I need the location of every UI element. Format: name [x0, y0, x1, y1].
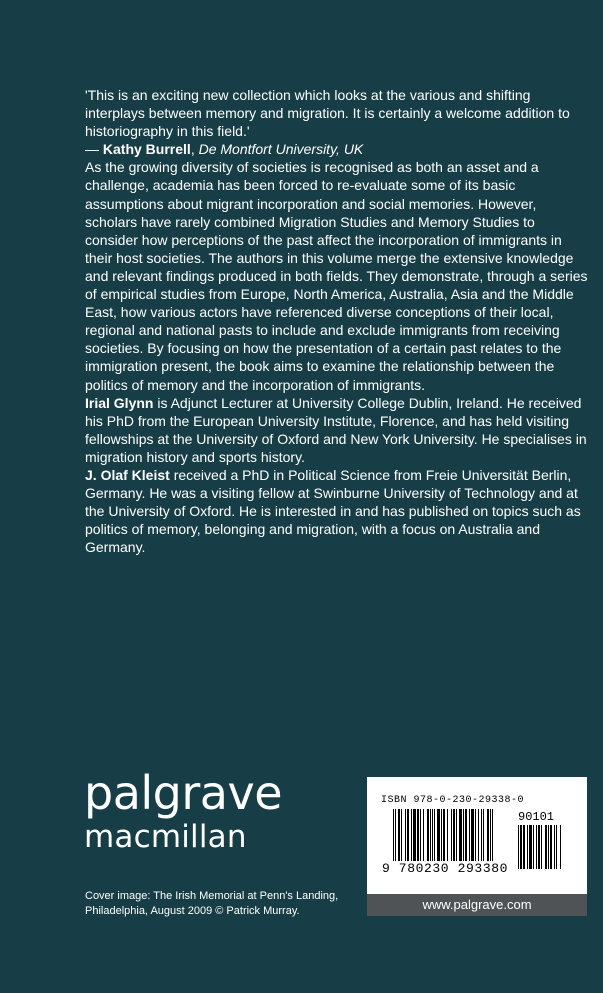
quote-text: 'This is an exciting new collection which looks at the various and shifting interplays between memory and migration. It is certainly a welcome addition to historiography in this field.' [85, 87, 570, 140]
book-description: As the growing diversity of societies is recognised as both an asset and a challenge, academia has been forced to re-evaluate some of its basic assumptions about migrant incorporation and social memories. However, scholars have rarely combined Migration Studies and Memory Studies to consider how perceptions of the past affect the incorporation of immigrants in their host societies. The authors in this volume merge the extensive knowledge and relevant findings produced in both fields. They demonstrate, through a series of empirical studies from Europe, North America, Australia, Asia and the Middle East, how various actors have referenced diverse conceptions of their local, regional and national pasts to include and exclude immigrants from receiving societies. By focusing on how the presentation of a certain past relates to the immigration present, the book aims to examine the relationship between the politics of memory and the incorporation of immigrants. [85, 159, 588, 393]
author-bio-2 [85, 466, 590, 556]
price-code: 90101 [518, 810, 555, 824]
barcode-bars [393, 809, 517, 861]
author-name: J. Olaf Kleist [85, 466, 170, 483]
logo-macmillan: macmillan [84, 819, 247, 855]
quote-author: Kathy Burrell [102, 141, 191, 158]
author-bio-1 [85, 394, 590, 466]
isbn-barcode [367, 777, 587, 894]
publisher-logo [84, 768, 282, 856]
author-name: Irial Glynn [85, 394, 154, 411]
publisher-website[interactable]: www.palgrave.com [367, 894, 587, 916]
addon-barcode-bars [518, 825, 570, 869]
quote-attribution [85, 140, 590, 158]
attribution-dash: — [85, 141, 103, 158]
isbn-label: ISBN 978-0-230-29338-0 [381, 795, 525, 806]
barcode-digits: 9 780230 293380 [382, 861, 509, 876]
quote-affiliation: De Montfort University, UK [198, 141, 364, 158]
back-cover-text [85, 86, 590, 556]
attribution-separator: , [190, 141, 199, 158]
cover-image-credit: Cover image: The Irish Memorial at Penn's Landing, Philadelphia, August 2009 © Patrick Murray. [85, 890, 339, 917]
logo-palgrave: palgrave [84, 766, 282, 820]
author-bio-text: is Adjunct Lecturer at University College Dublin, Ireland. He received his PhD from the European University Institute, Florence, and has held visiting fellowships at the University of Oxford and New York University. He specialises in migration history and sports history. [85, 394, 587, 465]
author-bio-text: received a PhD in Political Science from Freie Universität Berlin, Germany. He was a visiting fellow at Swinburne University of Technology and at the University of Oxford. He is interested in and has published on topics such as politics of memory, belonging and migration, with a focus on Australia and Germany. [85, 466, 581, 556]
endorsement-quote [85, 86, 590, 158]
